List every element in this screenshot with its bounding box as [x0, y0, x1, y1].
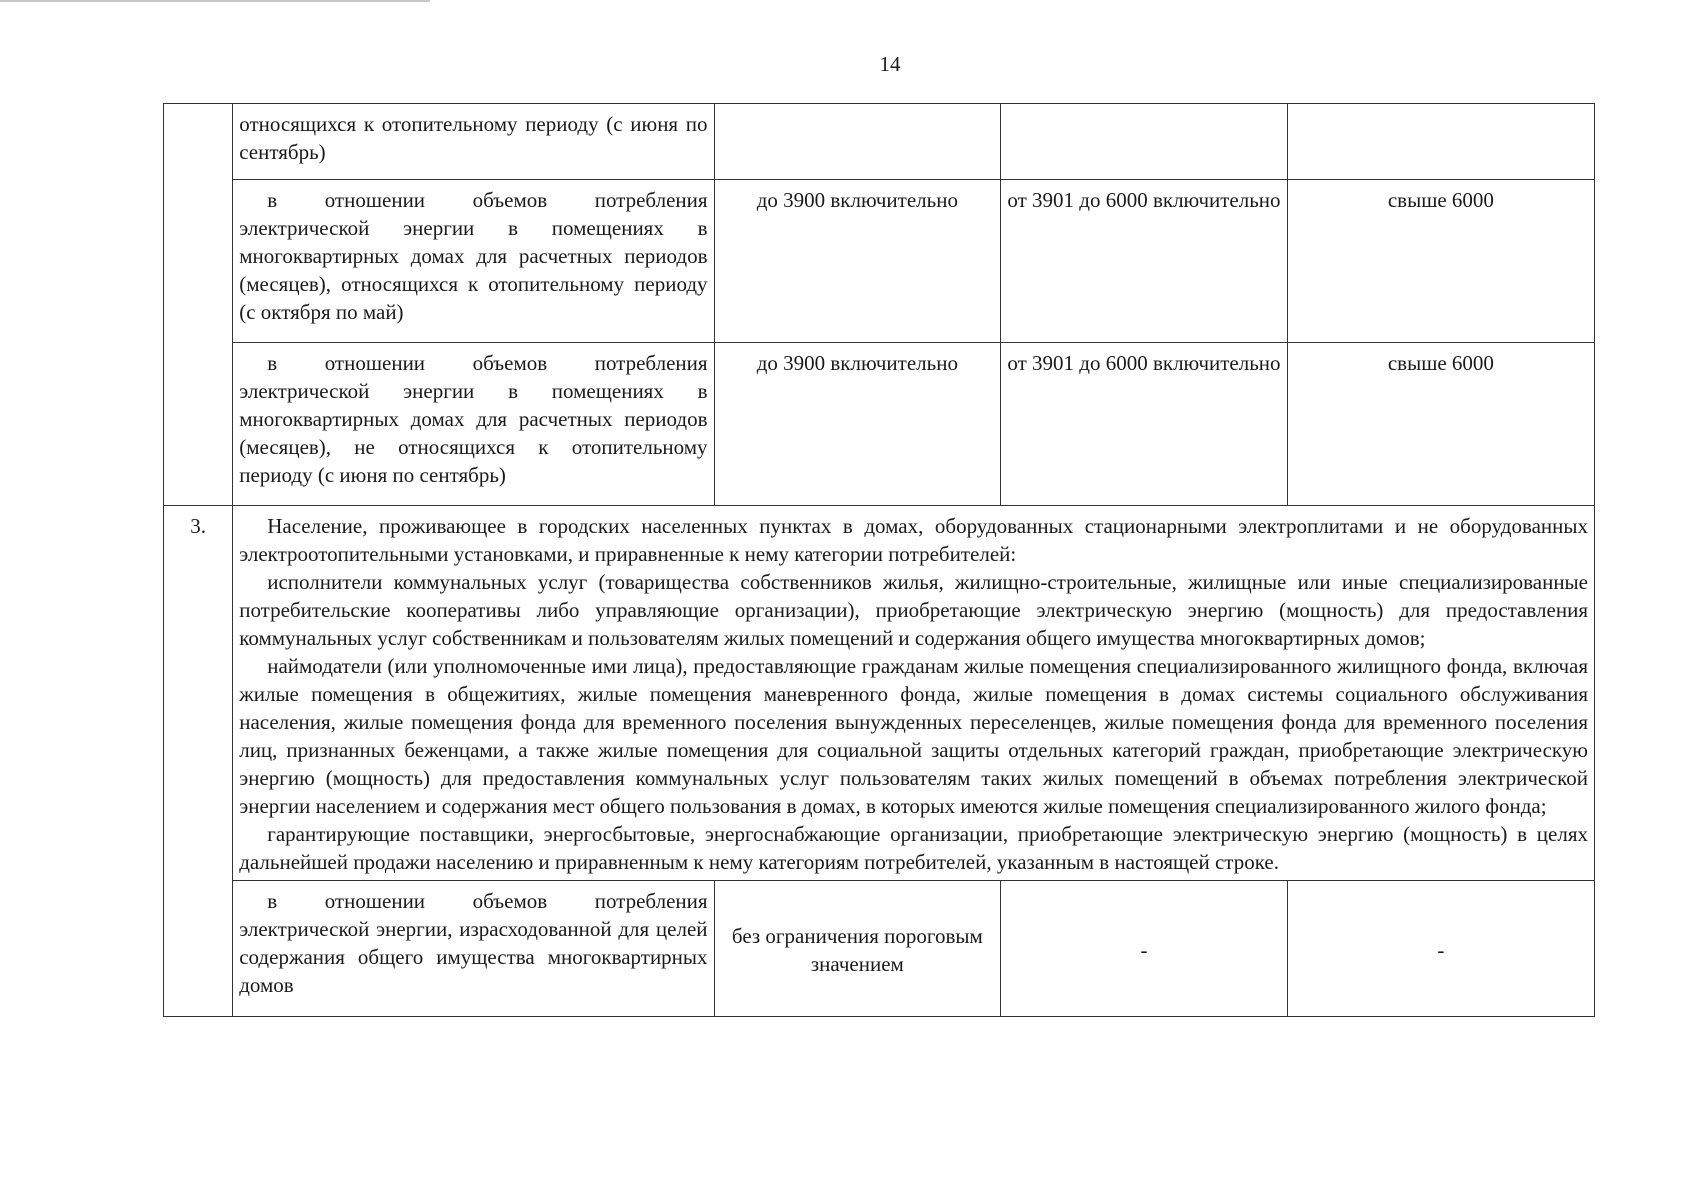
table-row — [164, 180, 1595, 343]
section-paragraph: гарантирующие поставщики, энергосбытовые, энергоснабжающие организации, приобретающие электрическую энергию (мощность) в целях дальнейшей продажи населению и приравненным к нему категориям потребителей, указанным в настоящей строке. — [239, 822, 1588, 874]
threshold-cell-2: - — [1001, 881, 1288, 1017]
threshold-cell-3: - — [1287, 881, 1594, 1017]
threshold-cell-3: свыше 6000 — [1287, 180, 1594, 343]
row-description: в отношении объемов потребления электрической энергии, израсходованной для целей содержания общего имущества многоквартирных домов — [233, 881, 714, 1017]
section-row — [164, 506, 1595, 881]
row-description: в отношении объемов потребления электрической энергии в помещениях в многоквартирных домах для расчетных периодов (месяцев), не относящихся к отопительному периоду (с июня по сентябрь) — [233, 343, 714, 506]
row-description: относящихся к отопительному периоду (с июня по сентябрь) — [233, 104, 714, 180]
threshold-cell-1: до 3900 включительно — [714, 343, 1001, 506]
table-row — [164, 881, 1595, 1017]
threshold-cell-1: без ограничения пороговым значением — [714, 881, 1001, 1017]
row-number-cell — [164, 104, 233, 506]
section-paragraph: наймодатели (или уполномоченные ими лица), предоставляющие гражданам жилые помещения специализированного жилищного фонда, включая жилые помещения в общежитиях, жилые помещения маневренного фонда, жилые помещения в домах системы социального обслуживания населения, жилые помещения фонда для временного поселения вынужденных переселенцев, жилые помещения фонда для временного поселения лиц, признанных беженцами, а также жилые помещения для социальной защиты отдельных категорий граждан, приобретающие электрическую энергию (мощность) для предоставления коммунальных услуг пользователям таких жилых помещений в объемах потребления электрической энергии населением и содержания мест общего пользования в домах, в которых имеются жилые помещения специализированного жилого фонда; — [239, 654, 1588, 818]
scan-artifact-line — [0, 0, 430, 2]
page-number: 14 — [879, 52, 901, 76]
row-description: в отношении объемов потребления электрической энергии в помещениях в многоквартирных домах для расчетных периодов (месяцев), относящихся к отопительному периоду (с октября по май) — [233, 180, 714, 343]
threshold-cell-2 — [1001, 104, 1288, 180]
section-paragraph: Население, проживающее в городских населенных пунктах в домах, оборудованных стационарными электроплитами и не оборудованных электроотопительными установками, и приравненные к нему категории потребителей: — [239, 514, 1588, 566]
threshold-cell-1: до 3900 включительно — [714, 180, 1001, 343]
tariff-table — [163, 103, 1595, 1017]
section-description — [233, 506, 1595, 881]
section-number: 3. — [164, 506, 233, 1017]
threshold-cell-2: от 3901 до 6000 включительно — [1001, 180, 1288, 343]
section-paragraph: исполнители коммунальных услуг (товарищества собственников жилья, жилищно-строительные, жилищные или иные специализированные потребительские кооперативы либо управляющие организации), приобретающие электрическую энергию (мощность) для предоставления коммунальных услуг собственникам и пользователям жилых помещений и содержания общего имущества многоквартирных домов; — [239, 570, 1588, 650]
threshold-cell-3: свыше 6000 — [1287, 343, 1594, 506]
threshold-cell-1 — [714, 104, 1001, 180]
threshold-cell-3 — [1287, 104, 1594, 180]
threshold-cell-2: от 3901 до 6000 включительно — [1001, 343, 1288, 506]
table-row — [164, 343, 1595, 506]
table-row — [164, 104, 1595, 180]
